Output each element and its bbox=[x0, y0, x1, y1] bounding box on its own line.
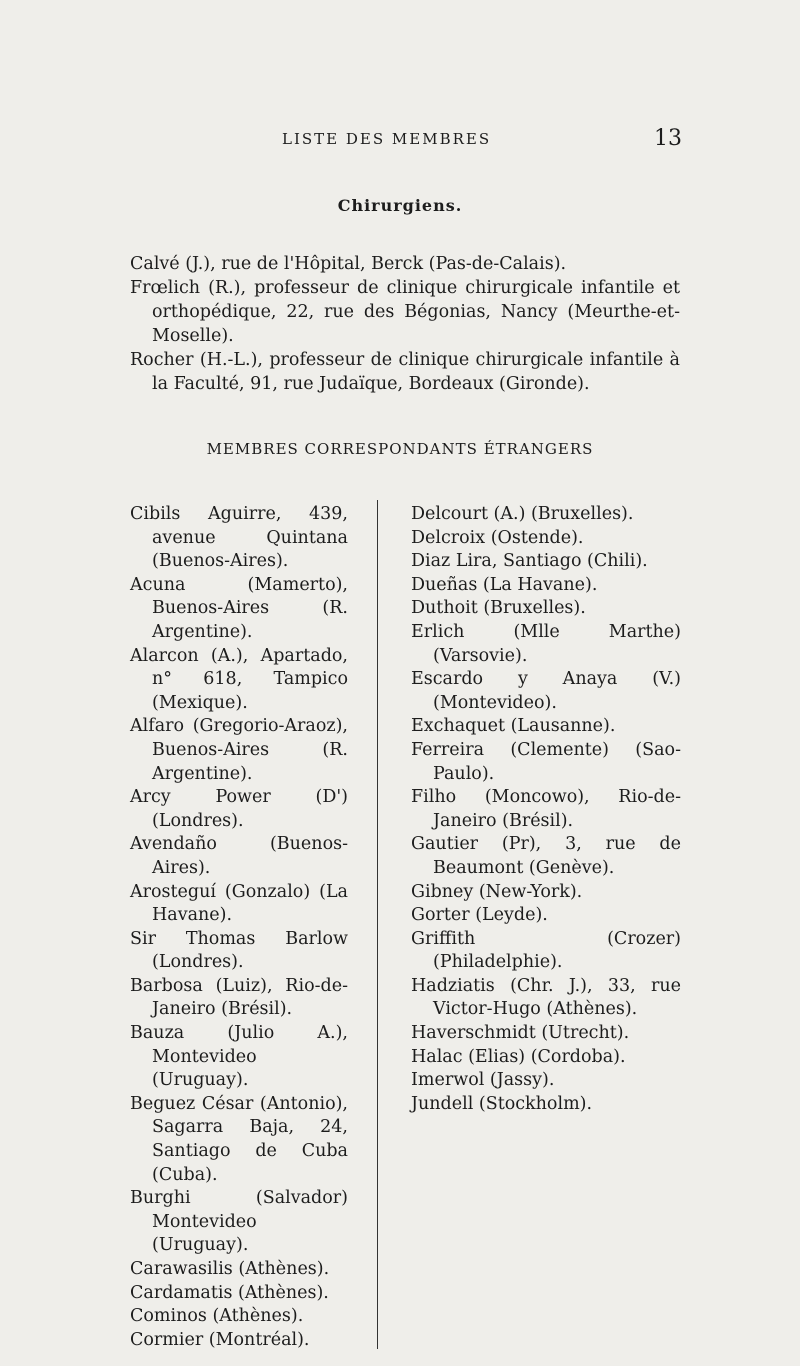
member-entry: Cominos (Athènes). bbox=[130, 1306, 304, 1327]
member-entry: Alarcon (A.), Apartado, n° 618, Tampico (Mexique). bbox=[130, 645, 348, 713]
surgeon-entry: Frœlich (R.), professeur de clinique chirurgicale infantile et orthopédique, 22, rue des Bégonias, Nancy (Meurthe-et-Moselle). bbox=[130, 278, 680, 346]
member-entry: Ferreira (Clemente) (Sao-Paulo). bbox=[411, 739, 681, 784]
member-entry: Gautier (Pr), 3, rue de Beaumont (Genève). bbox=[411, 834, 681, 878]
member-entry: Hadziatis (Chr. J.), 33, rue Victor-Hugo (Athènes). bbox=[411, 975, 681, 1020]
member-entry: Beguez César (Antonio), Sagarra Baja, 24, Santiago de Cuba (Cuba). bbox=[130, 1093, 348, 1185]
member-entry: Haverschmidt (Utrecht). bbox=[411, 1023, 630, 1044]
member-entry: Gorter (Leyde). bbox=[411, 905, 548, 926]
section-title: Chirurgiens. bbox=[337, 196, 463, 215]
page-number: 13 bbox=[654, 126, 682, 151]
right-column bbox=[411, 503, 681, 1116]
running-title: LISTE DES MEMBRES bbox=[282, 130, 492, 148]
member-entry: Gibney (New-York). bbox=[411, 881, 583, 902]
member-entry: Acuna (Mamerto), Buenos-Aires (R. Argentine). bbox=[130, 574, 348, 642]
section-subtitle: MEMBRES CORRESPONDANTS ÉTRANGERS bbox=[206, 440, 594, 458]
member-entry: Exchaquet (Lausanne). bbox=[411, 716, 616, 737]
member-entry: Cardamatis (Athènes). bbox=[130, 1282, 329, 1303]
running-head bbox=[0, 126, 800, 156]
surgeon-entries bbox=[130, 252, 680, 396]
member-entry: Sir Thomas Barlow (Londres). bbox=[130, 928, 348, 973]
member-entry: Diaz Lira, Santiago (Chili). bbox=[411, 551, 648, 572]
left-column bbox=[130, 503, 348, 1352]
member-entry: Alfaro (Gregorio-Araoz), Buenos-Aires (R. Argentine). bbox=[130, 716, 348, 784]
surgeon-entry: Rocher (H.-L.), professeur de clinique chirurgicale infantile à la Faculté, 91, rue Judaïque, Bordeaux (Gironde). bbox=[130, 350, 680, 394]
member-entry: Bauza (Julio A.), Montevideo (Uruguay). bbox=[130, 1023, 348, 1091]
column-divider bbox=[377, 500, 378, 1349]
member-entry: Arosteguí (Gonzalo) (La Havane). bbox=[130, 881, 348, 926]
member-entry: Carawasilis (Athènes). bbox=[130, 1259, 330, 1279]
member-entry: Jundell (Stockholm). bbox=[411, 1093, 593, 1114]
member-entry: Avendaño (Buenos-Aires). bbox=[130, 834, 348, 878]
member-entry: Delcourt (A.) (Bruxelles). bbox=[411, 504, 634, 524]
member-entry: Erlich (Mlle Marthe) (Varsovie). bbox=[411, 621, 681, 666]
member-entry: Filho (Moncowo), Rio-de-Janeiro (Brésil). bbox=[411, 787, 681, 831]
member-entry: Duthoit (Bruxelles). bbox=[411, 598, 586, 619]
member-entry: Cormier (Montréal). bbox=[130, 1329, 310, 1350]
member-entry: Griffith (Crozer) (Philadelphie). bbox=[411, 928, 681, 973]
member-entry: Halac (Elias) (Cordoba). bbox=[411, 1046, 626, 1067]
member-entry: Arcy Power (D') (Londres). bbox=[130, 787, 348, 831]
member-entry: Cibils Aguirre, 439, avenue Quintana (Buenos-Aires). bbox=[130, 504, 348, 572]
member-entry: Imerwol (Jassy). bbox=[411, 1070, 555, 1091]
surgeon-entry: Calvé (J.), rue de l'Hôpital, Berck (Pas-de-Calais). bbox=[130, 254, 567, 274]
member-entry: Delcroix (Ostende). bbox=[411, 527, 584, 548]
member-entry: Barbosa (Luiz), Rio-de-Janeiro (Brésil). bbox=[130, 975, 348, 1020]
member-entry: Dueñas (La Havane). bbox=[411, 574, 598, 595]
member-entry: Burghi (Salvador) Montevideo (Uruguay). bbox=[130, 1188, 348, 1256]
member-entry: Escardo y Anaya (V.) (Montevideo). bbox=[411, 669, 681, 713]
